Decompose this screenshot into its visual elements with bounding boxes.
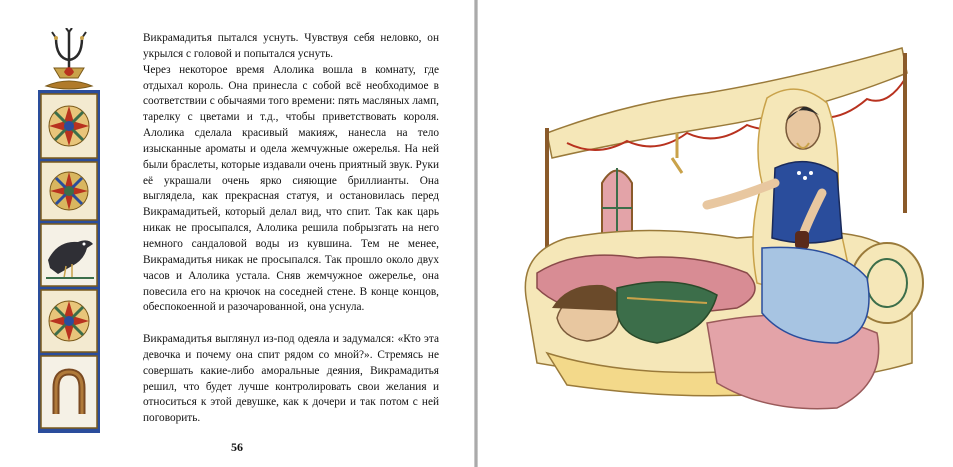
- horseshoe-icon: [41, 356, 97, 428]
- mandala-tile-icon: [41, 94, 97, 158]
- story-illustration: [507, 33, 927, 418]
- arched-window: [602, 168, 632, 238]
- paragraph-3: Викрамадитья выглянул из-под одеяла и задумался: «Кто эта девочка и почему она спит рядом со мной?». Стремясь не совершать какие-либо аморальные деяния, Викрамадитья решил, что будет лучше контролировать свои желания и относиться к этой девушке, как к дочери и так потом с ней поговорить.: [143, 332, 439, 425]
- mandala-tile-icon: [41, 162, 97, 220]
- trishul-icon: [46, 28, 92, 89]
- left-page: [0, 0, 474, 467]
- page-number: 56: [231, 440, 243, 454]
- right-page: [478, 0, 953, 467]
- paragraph-1: Викрамадитья пытался уснуть. Чувствуя себя неловко, он укрылся с головой и попытался уснуть.: [143, 32, 439, 60]
- story-text: [143, 31, 439, 427]
- crow-icon: [41, 224, 97, 286]
- mandala-tile-icon: [41, 290, 97, 352]
- decorative-border-strip: [38, 28, 100, 433]
- paragraph-2: Через некоторое время Алолика вошла в комнату, где отдыхал король. Она принесла с собой всё необходимое в соответствии с обычаями того времени: пять масляных ламп, тарелку с цветами и т.д., чтобы приветствовать короля. Алолика сделала красивый макияж, нанесла на тело изысканные ароматы и одела жемчужные ожерелья. На ней были браслеты, которые издавали очень приятный звук. Руки её украшали очень ярко сияющие бриллианты. Она выглядела, как прекрасная статуя, и остановилась перед Викрамадитьей, который делал вид, что спит. Так как царь никак не просыпался, Алолика решила побрызгать на него немного сандаловой воды из кувшина. Тем не менее, Викрамадитья никак не просыпался. Так прошло около двух часов и Алолика устала. Сняв жемчужное ожерелье, она повесила его на крючок на соседней стене. В конце концов, обеспокоенной и разочарованной, она уснула.: [143, 63, 440, 314]
